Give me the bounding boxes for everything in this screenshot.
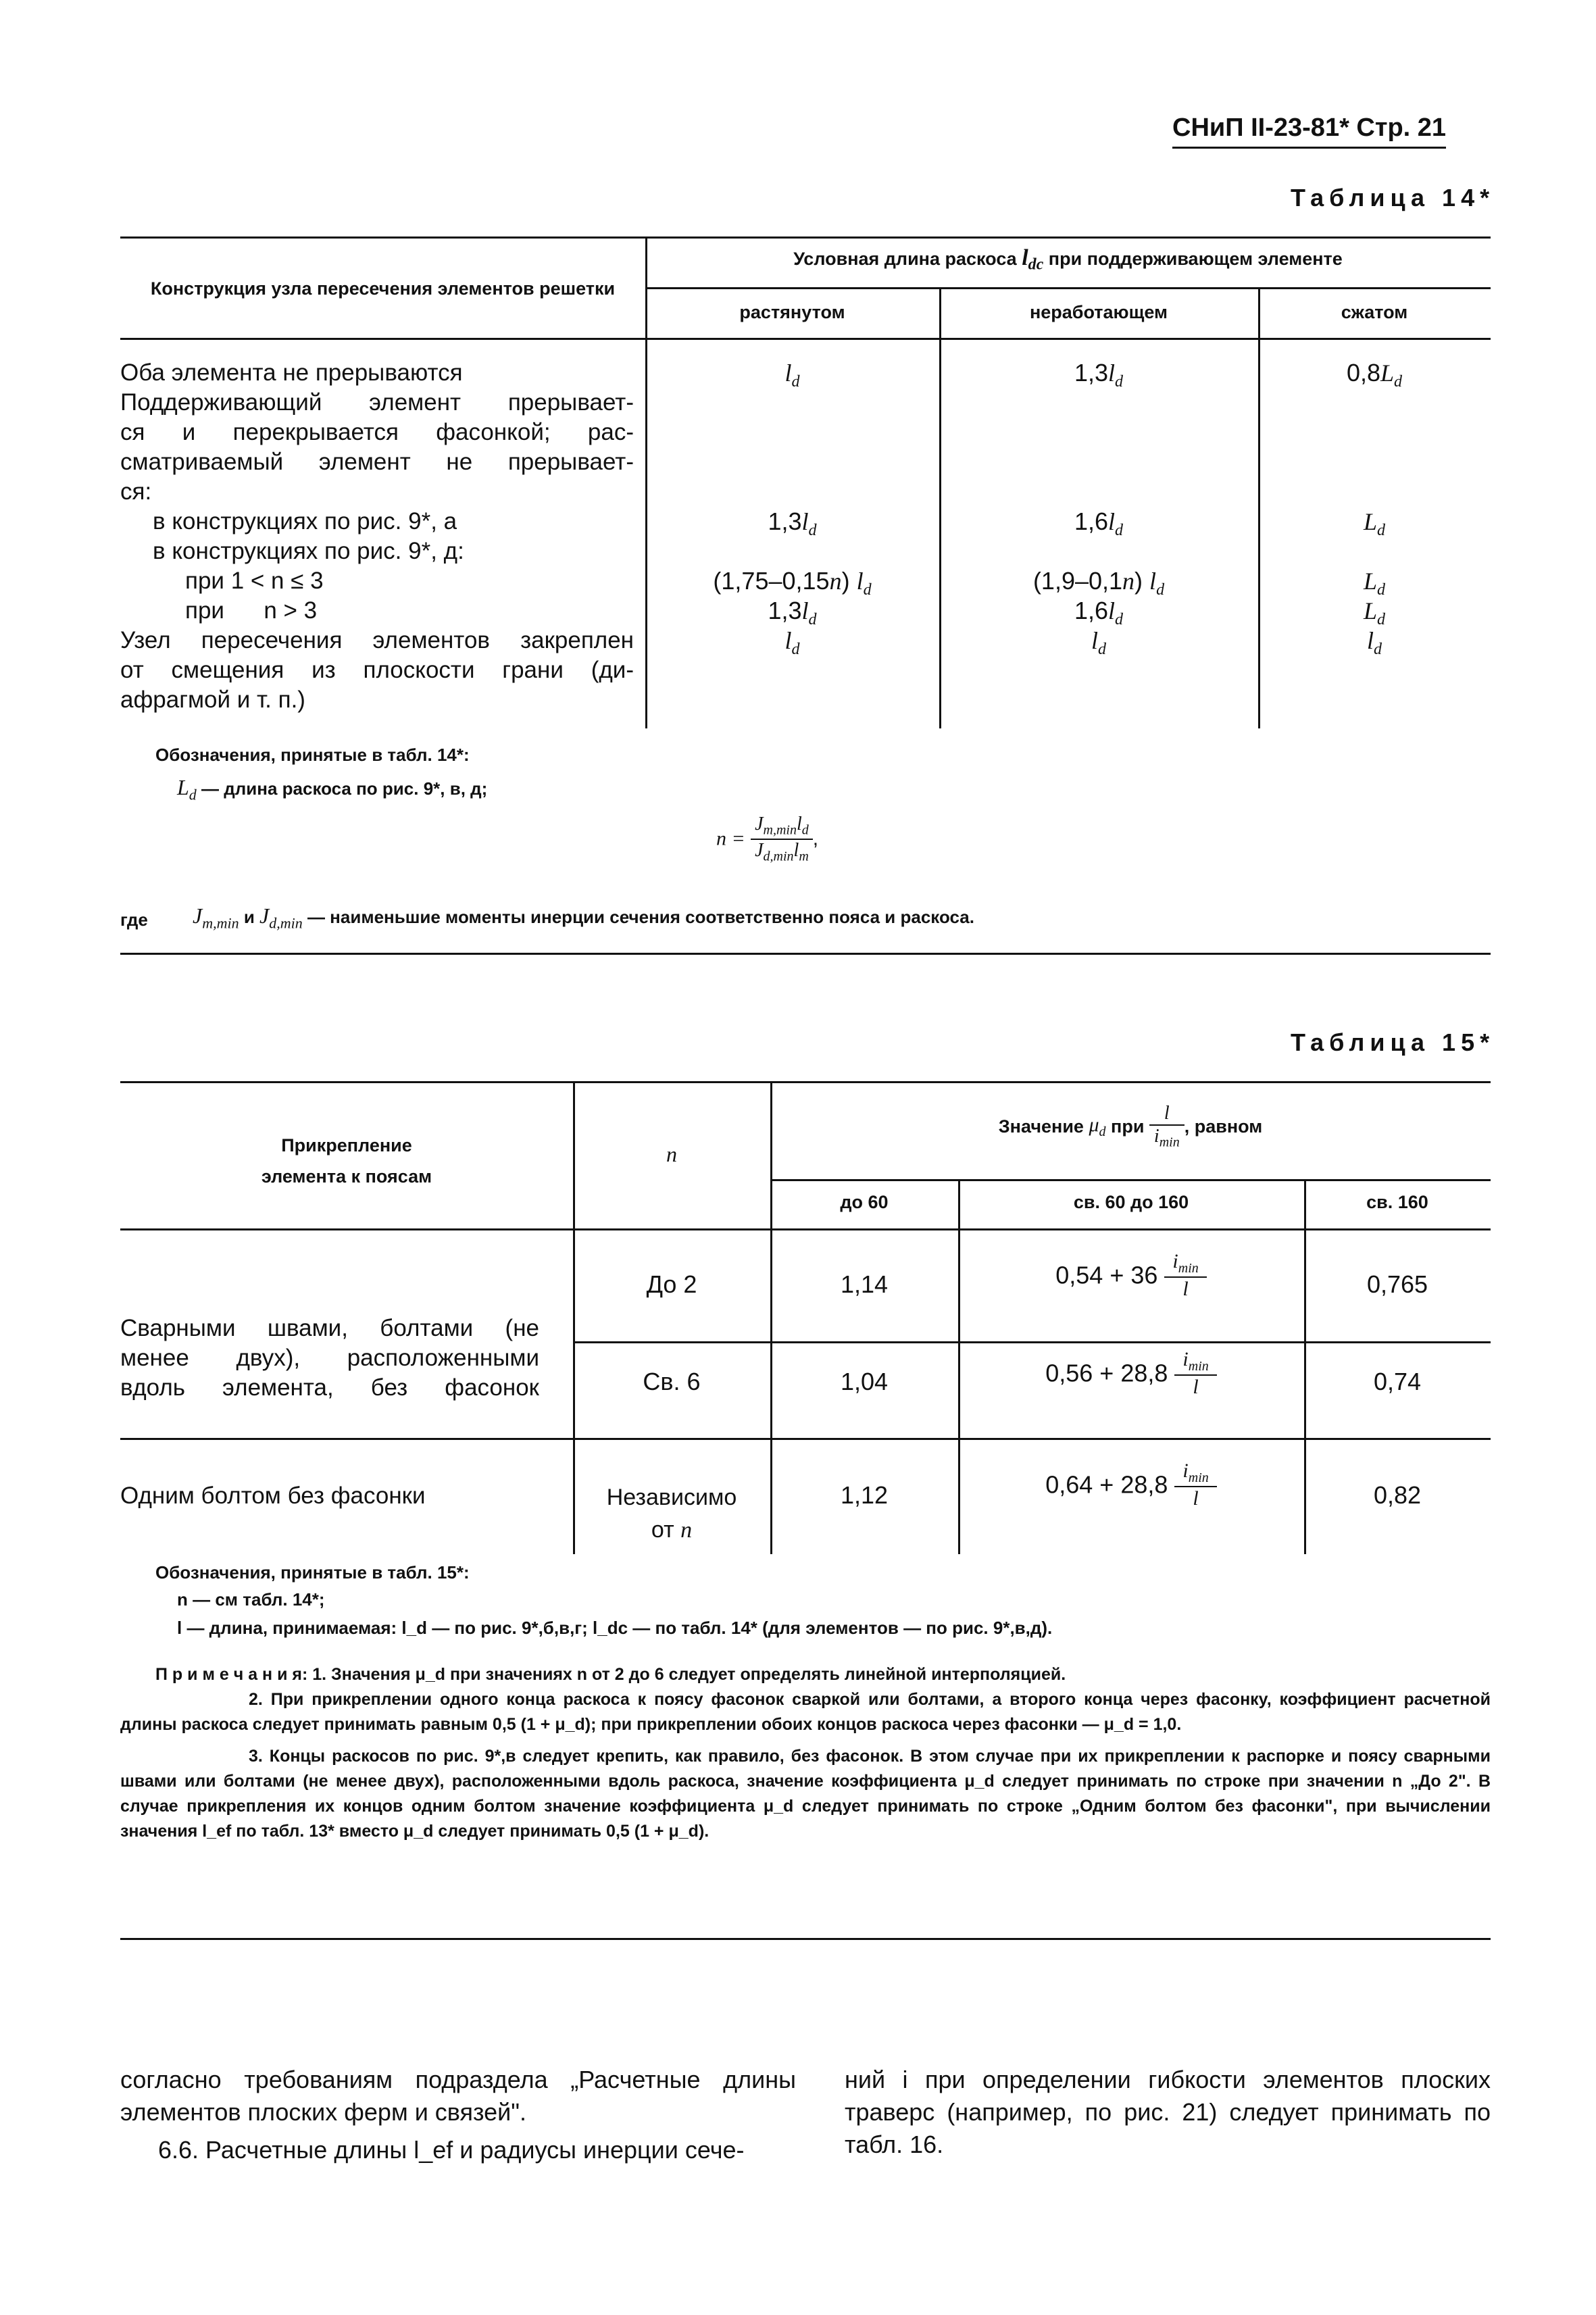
t14-row3-v1: $1,3l_d$: [768, 507, 817, 540]
table14-caption: Таблица 14*: [1291, 184, 1495, 211]
table14-col-tension: растянутом: [739, 302, 845, 322]
t15-row3-to60: 1,12: [840, 1481, 889, 1509]
t14-row1-v1: $l_d$: [784, 359, 800, 391]
t14-row5-v3: $L_d$: [1363, 568, 1386, 599]
table15-header-rule: [120, 1228, 1491, 1230]
t14-row5-v1: (1,75–0,15n) $l_d$: [713, 567, 872, 599]
t14-row3-text: в конструкциях по рис. 9*, а: [153, 508, 457, 534]
t14-row7-line2: от смещения из плоскости грани (ди-: [120, 657, 634, 683]
table14-group-rule: [645, 287, 1491, 289]
t14-row3-v2: $1,6l_d$: [1074, 507, 1124, 540]
table14-top-rule: [120, 237, 1491, 239]
table14-col-compressed: сжатом: [1341, 302, 1408, 322]
table14-col-idle: неработающем: [1029, 302, 1168, 322]
t14-row7-line1: Узел пересечения элементов закреплен: [120, 627, 634, 653]
t14-row2-line4: ся:: [120, 478, 152, 505]
t14-row7-v3: $l_d$: [1366, 627, 1382, 659]
table15-notes-title: Обозначения, принятые в табл. 15*:: [155, 1562, 470, 1583]
t14-row6-v1: $1,3l_d$: [768, 597, 817, 629]
body-right-column: ний i при определении гибкости элементов плоских траверс (например, по рис. 21) следует принимать по табл. 16.: [845, 2066, 1491, 2158]
t14-row3-v3: $L_d$: [1363, 508, 1386, 540]
t14-row7-v2: $l_d$: [1091, 627, 1106, 659]
t15-row2-formula: 0,56 + 28,8 $\frac{i_{min}}{l}$: [958, 1348, 1304, 1399]
body-left-p2: 6.6. Расчетные длины l_ef и радиусы инерции сече-: [158, 2136, 745, 2164]
table15-remarks: [120, 1662, 1491, 1844]
table15-note-l: l — длина, принимаемая: l_d — по рис. 9*,б,в,г; l_dc — по табл. 14* (для элементов — по рис. 9*,в,д).: [177, 1618, 1053, 1638]
t15-row3-over160: 0,82: [1373, 1481, 1422, 1509]
table14-bottom-rule: [120, 953, 1491, 955]
t14-row2-line2: ся и перекрывается фасонкой; рас-: [120, 419, 634, 445]
table15-caption: Таблица 15*: [1291, 1028, 1495, 1056]
table15-top-rule: [120, 1081, 1491, 1083]
t15-row2-to60: 1,04: [840, 1368, 889, 1395]
table15-col-attach: Прикрепление элемента к поясам: [261, 1135, 432, 1187]
t15-row1-to60: 1,14: [840, 1270, 889, 1298]
body-left-column: [120, 2064, 796, 2166]
table15-group2-text: Одним болтом без фасонки: [120, 1483, 426, 1509]
table14-notes-title: Обозначения, принятые в табл. 14*:: [155, 745, 470, 765]
t14-row5-v2: (1,9–0,1n) $l_d$: [1032, 567, 1165, 599]
table15-inner-rule: [573, 1341, 1491, 1343]
remark-1: П р и м е ч а н и я: 1. Значения μ_d при значениях n от 2 до 6 следует определять линейной интерполяцией.: [155, 1665, 1066, 1684]
table15-group1-text: Сварными швами, болтами (не менее двух), расположенными вдоль элемента, без фасонок: [120, 1315, 539, 1401]
t15-row3-formula: 0,64 + 28,8 $\frac{i_{min}}{l}$: [958, 1460, 1304, 1510]
t15-row2-over160: 0,74: [1373, 1368, 1422, 1395]
t14-row1-v2: $1,3l_d$: [1074, 359, 1124, 391]
table15-col-to60: до 60: [840, 1192, 889, 1212]
t15-row1-formula: 0,54 + 36 $\frac{i_{min}}{l}$: [958, 1250, 1304, 1301]
table14-col-construction: Конструкция узла пересечения элементов решетки: [150, 278, 616, 299]
remark-2: 2. При прикреплении одного конца раскоса к поясу фасонок сваркой или болтами, а второго конца через фасонку, коэффициент расчетной длины раскоса следует принимать равным 0,5 (1 + μ_d); при прикреплении обоих концов раскоса через фасонки — μ_d = 1,0.: [120, 1690, 1491, 1734]
t14-row1-text: Оба элемента не прерываются: [120, 359, 463, 386]
table14-header-rule: [120, 338, 1491, 340]
t15-row1-n: До 2: [646, 1270, 697, 1298]
t14-row6-v3: $L_d$: [1363, 597, 1386, 629]
page-header: СНиП II-23-81* Стр. 21: [1172, 114, 1446, 149]
t14-row2-line1: Поддерживающий элемент прерывает-: [120, 389, 634, 416]
t14-row6-text: при n > 3: [185, 597, 318, 624]
table15-col-group: Значение $\mu_d$ при $\frac{l}{i_{min}}$ , равном: [998, 1103, 1263, 1150]
t14-row7-v1: $l_d$: [784, 627, 800, 659]
table14-where-text: $J_{m,min}$ и $J_{d,min}$ — наименьшие моменты инерции сечения соответственно пояса и раскоса.: [193, 903, 974, 932]
table15-col-over160: св. 160: [1366, 1192, 1428, 1212]
t14-row4-text: в конструкциях по рис. 9*, д:: [153, 538, 464, 564]
t14-row6-v2: $1,6l_d$: [1074, 597, 1124, 629]
t14-row7-line3: афрагмой и т. п.): [120, 687, 305, 713]
t15-row2-n: Св. 6: [643, 1368, 701, 1395]
table15-group-rule: [770, 1179, 1491, 1181]
table14-row-texts: [120, 358, 634, 715]
t15-row1-over160: 0,765: [1366, 1270, 1428, 1298]
t14-row5-text: при 1 < n ≤ 3: [185, 568, 324, 594]
remark-3: 3. Концы раскосов по рис. 9*,в следует крепить, как правило, без фасонок. В этом случае при их прикреплении к распорке и поясу сварными швами или болтами (не менее двух), расположенными вдоль раскоса, значение коэффициента μ_d следует принимать по строке при значении n „До 2". В случае прикрепления их концов одним болтом значение коэффициента μ_d следует принимать по строке „Одним болтом без фасонки", при вычислении значения l_ef по табл. 13* вместо μ_d следует принимать 0,5 (1 + μ_d).: [120, 1747, 1491, 1841]
t15-row3-n: Независимо от n: [606, 1485, 737, 1543]
table15-bottom-rule: [120, 1938, 1491, 1940]
table14-col-group: Условная длина раскоса $l_{dc}$ при поддерживающем элементе: [793, 245, 1343, 274]
table14-where-label: где: [120, 910, 148, 930]
table15-group-split-rule: [120, 1438, 1491, 1440]
t14-row1-v3: $0,8L_d$: [1346, 359, 1403, 391]
table14-note-Ld: $L_d$ — длина раскоса по рис. 9*, в, д;: [177, 775, 488, 803]
t14-row2-line3: сматриваемый элемент не прерывает-: [120, 449, 634, 475]
body-left-p1: согласно требованиям подраздела „Расчетные длины элементов плоских ферм и связей".: [120, 2066, 796, 2126]
table15-col-60-160: св. 60 до 160: [1073, 1192, 1189, 1212]
table14-formula-n: n = $\frac{J_{m,min}l_d}{J_{d,min}l_m}$ ,: [716, 814, 819, 864]
table15-note-n: n — см табл. 14*;: [177, 1589, 325, 1610]
table15-col-n: n: [666, 1142, 677, 1166]
